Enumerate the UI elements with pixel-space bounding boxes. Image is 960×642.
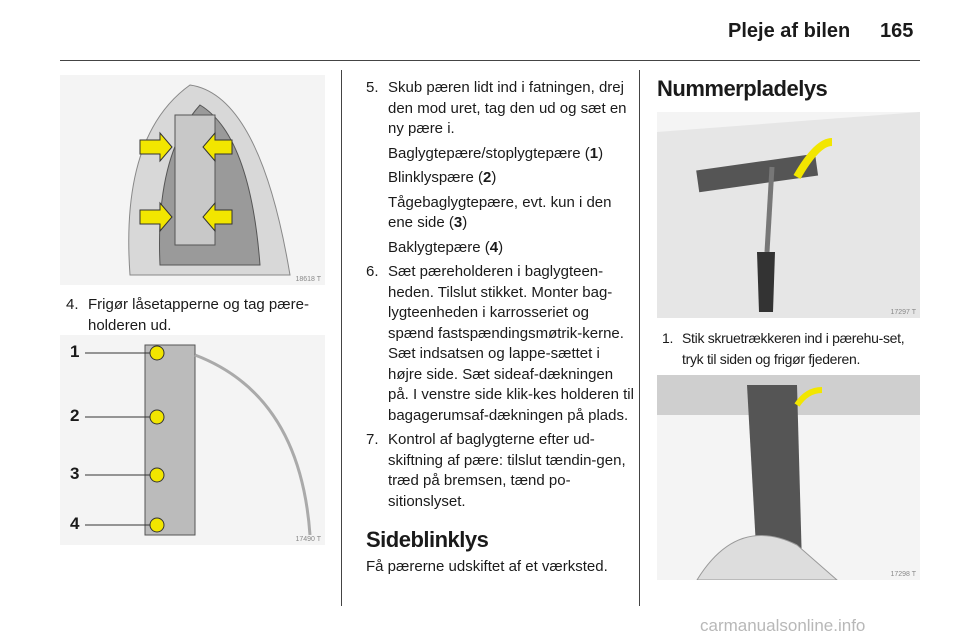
bulb-label: Baglygtepære/stoplygtepære ( [388,144,590,162]
bulb-item [366,144,634,165]
license-plate-light-figure [657,112,920,318]
step-number: 5. [366,79,379,96]
section-heading-sideblinklys: Sideblinklys [366,527,489,552]
callout-1: 1 [70,342,80,361]
bulb-item [366,168,634,189]
step-4 [66,295,336,340]
page-number: 165 [880,20,914,42]
paren: ) [491,169,497,186]
column-divider [341,70,342,606]
step-5-text: Skub pæren lidt ind i fatningen, drej den mod uret, tag den ud og sæt en ny pære i. [388,79,627,137]
bulb-item [366,193,634,234]
column-2-text [366,78,634,577]
paren: ) [498,238,504,256]
section-heading-nummerpladelys: Nummerpladelys [657,76,828,101]
bulb-label: Blinklyspære ( [388,169,484,186]
step-number: 6. [366,263,379,280]
bulb-holder-figure [60,335,325,545]
step-number: 4. [66,296,79,313]
lamp-housing-figure [657,375,920,580]
step-7-text: Kontrol af baglygterne efter ud-skiftning af pære: tilslut tændin-gen, træd på bremsen, tænd po-sitionslyset. [388,431,626,510]
paren: ) [462,214,468,231]
bulb-item [366,238,634,259]
watermark: carmanualsonline.info [700,616,866,635]
figure-code: 17298 T [890,571,916,578]
callout-3: 3 [70,464,80,483]
figure-code: 17490 T [295,536,321,543]
figure-code: 17297 T [890,309,916,316]
step-1 [662,328,924,373]
figure-code: 18618 T [295,276,321,283]
callout-2: 2 [70,406,80,425]
step-text: Stik skruetrækkeren ind i pærehu-set, tryk til siden og frigør fjederen. [682,330,905,367]
step-number: 7. [366,431,379,448]
bulb-ref: 4 [489,238,499,256]
page-title: Pleje af bilen [728,20,851,42]
bulb-ref: 3 [453,214,463,231]
bulb-label: Baklygtepære ( [388,238,490,256]
step-6-text: Sæt pæreholderen i baglygteen-heden. Tilslut stikket. Monter bag-lygteenheden i karrosseriet og spænd fastspændingsmøtrik-kerne. Sæt indsatsen og lappe-sættet i højre side. Sæt sideaf-dækningen på. I venstre side klik-kes holderen til bagagerumsaf-dækningen på plads. [388,263,634,424]
bulb-ref: 2 [483,169,492,186]
column-divider [639,70,640,606]
bulb-ref: 1 [589,144,599,162]
bulb-label: Tågebaglygtepære, evt. kun i den ene side ( [388,193,612,231]
step-number: 1. [662,330,674,346]
callout-4: 4 [70,514,80,533]
section-paragraph: Få pærerne udskiftet af et værksted. [366,557,608,575]
tail-light-figure [60,75,325,285]
step-text: Frigør låsetapperne og tag pære-holderen ud. [88,296,309,334]
paren: ) [598,144,604,162]
header-rule [60,60,920,61]
